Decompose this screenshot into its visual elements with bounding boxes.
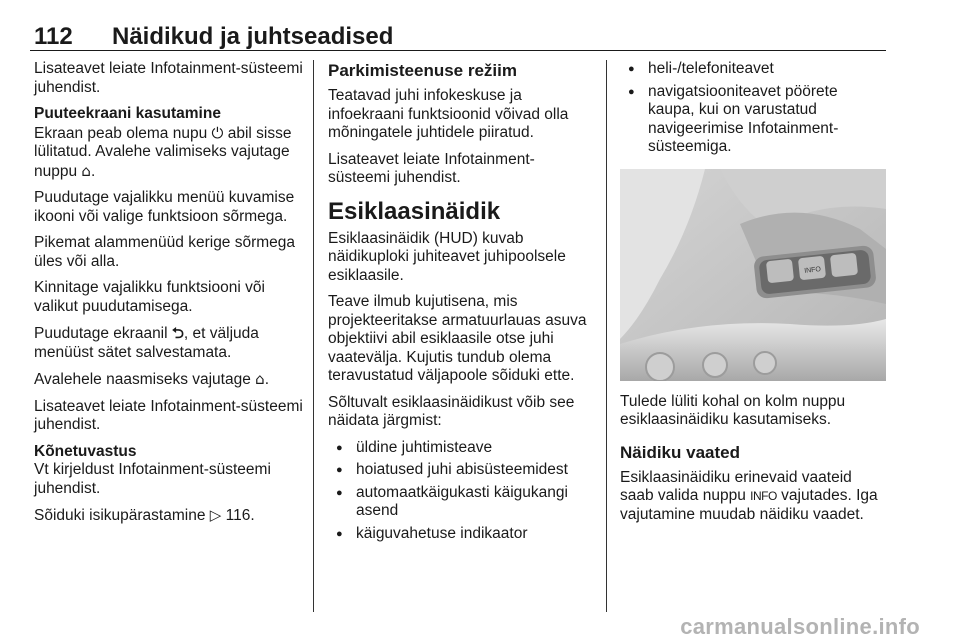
page-title: Näidikud ja juhtseadised: [112, 23, 394, 50]
list-item: ● hoiatused juhi abisüsteemidest: [328, 461, 592, 480]
paragraph: Avalehele naasmiseks vajutage ⌂.: [34, 370, 270, 388]
section-heading-voice: Kõnetuvastus: [34, 442, 137, 460]
list-item: ● heli-/telefoniteavet: [620, 60, 888, 79]
column-1: [34, 60, 304, 534]
bullet-list: [328, 439, 592, 544]
paragraph: Teave ilmub kujutisena, mis projekteeritakse armatuurlauas asuva objektiivi abil esiklaasile otse juhi vaatevälja. Kujutis tundub olema teravustatud väljapoole sõiduki ette.: [328, 293, 587, 384]
paragraph: Ekraan peab olema nupu ⏻ abil sisse lülitatud. Avalehe valimiseks vajutage nuppu ⌂.: [34, 123, 292, 180]
paragraph: Esiklaasinäidiku erinevaid vaateid saab valida nuppu INFO vajutades. Iga vajutamine muudab näidiku vaadet.: [620, 468, 878, 523]
info-button-label: INFO: [803, 265, 822, 275]
power-icon: ⏻: [211, 123, 224, 142]
bullet-list: [620, 60, 888, 157]
page-reference-link[interactable]: 116.: [225, 507, 255, 524]
paragraph: Esiklaasinäidik (HUD) kuvab näidikuploki juhiteavet juhipoolsele esiklaasile.: [328, 229, 566, 284]
hud-controls-illustration: [620, 169, 886, 381]
paragraph: Puudutage vajalikku menüü kuvamise ikooni või valige funktsioon sõrmega.: [34, 189, 295, 225]
paragraph: Teatavad juhi infokeskuse ja infoekraani funktsioonid võivad olla mõningatele juhtidele piiratud.: [328, 87, 569, 141]
paragraph: Pikemat alammenüüd kerige sõrmega üles või alla.: [34, 234, 296, 270]
section-heading-hud: Esiklaasinäidik: [328, 197, 501, 225]
back-icon: ⮌: [171, 324, 184, 342]
paragraph: Puudutage ekraanil ⮌, et väljuda menüüst sätet salvestamata.: [34, 324, 259, 361]
list-item: ● üldine juhtimisteave: [328, 439, 592, 458]
paragraph: Sõltuvalt esiklaasinäidikust võib see näidata järgmist:: [328, 393, 575, 429]
hud-controls-photo: [620, 169, 886, 381]
list-item: ● automaatkäigukasti käigukangi asend: [328, 484, 592, 521]
page-reference-icon: ▷: [209, 506, 222, 524]
page-number: 112: [34, 23, 73, 50]
home-icon: ⌂: [81, 161, 91, 180]
column-divider: [606, 60, 607, 612]
section-heading-touchscreen: Puuteekraani kasutamine: [34, 105, 221, 122]
paragraph: Sõiduki isikupärastamine ▷ 116.: [34, 506, 255, 524]
section-heading-display-views: Näidiku vaated: [620, 442, 740, 462]
list-item: ● navigatsiooniteavet pöörete kaupa, kui on varustatud navigeerimise Infotainment-süsteemiga.: [620, 83, 888, 157]
home-icon: ⌂: [255, 370, 265, 388]
paragraph: Lisateavet leiate Infotainment-süsteemi juhendist.: [34, 60, 303, 96]
image-caption: Tulede lüliti kohal on kolm nuppu esiklaasinäidiku kasutamiseks.: [620, 392, 846, 428]
paragraph: Lisateavet leiate Infotainment-süsteemi juhendist.: [34, 397, 303, 433]
paragraph: Vt kirjeldust Infotainment-süsteemi juhendist.: [34, 461, 271, 497]
paragraph: Lisateavet leiate Infotainment-süsteemi juhendist.: [328, 150, 535, 186]
section-heading-parking: Parkimisteenuse režiim: [328, 61, 517, 80]
info-button-symbol: INFO: [750, 489, 777, 503]
list-item: ● käiguvahetuse indikaator: [328, 525, 592, 544]
column-divider: [313, 60, 314, 612]
column-3: [620, 60, 888, 532]
watermark: carmanualsonline.info: [680, 614, 920, 639]
column-2: [328, 60, 592, 549]
paragraph: Kinnitage vajalikku funktsiooni või valikut puudutamisega.: [34, 279, 265, 315]
page-header: [30, 20, 886, 51]
